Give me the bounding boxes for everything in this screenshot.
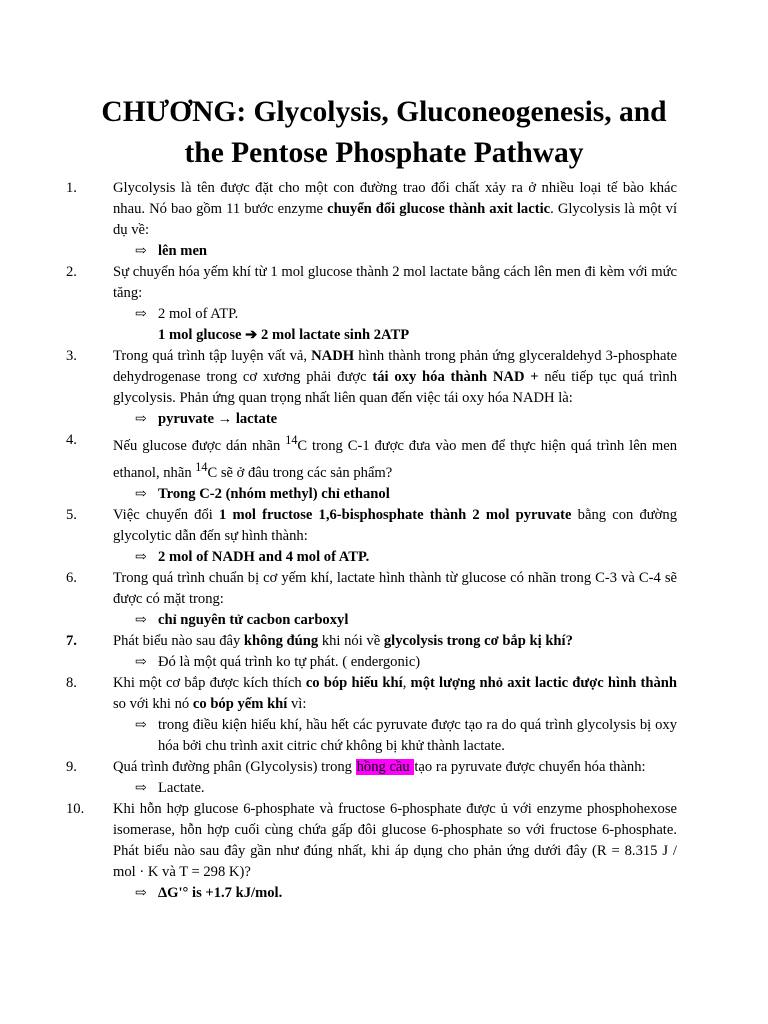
- question-text: Sự chuyển hóa yếm khí từ 1 mol glucose thành 2 mol lactate bằng cách lên men đi kèm với mức tăng:: [113, 264, 677, 301]
- question-list: [66, 178, 678, 904]
- answer-line: ⇨ 2 mol of ATP.: [113, 304, 677, 325]
- question-item-2: [66, 262, 677, 346]
- question-number: 3.: [66, 348, 77, 364]
- question-number: 9.: [66, 758, 77, 775]
- arrow-right-icon: ⇨: [135, 307, 147, 322]
- answer-line: ⇨ trong điều kiện hiếu khí, hầu hết các pyruvate được tạo ra do quá trình glycolysis bị oxy hóa bởi chu trình axit citric chứ không bị khử thành lactate.: [135, 716, 677, 754]
- title-line-2: the Pentose Phosphate Pathway: [184, 137, 584, 169]
- highlighted-text: hồng cầu: [356, 758, 414, 775]
- answer-line: ⇨ lên men: [113, 241, 677, 262]
- question-item-4: [66, 430, 677, 505]
- question-text: Glycolysis là tên được đặt cho một con đường trao đổi chất xảy ra ở nhiều loại tế bào khác nhau. Nó bao gồm 11 bước enzyme chuyển đổi glucose thành axit lactic. Glycolysis là một ví dụ về:: [113, 180, 678, 238]
- question-item-3: [66, 346, 678, 430]
- question-item-1: [66, 178, 678, 262]
- question-text: Khi một cơ bắp được kích thích co bóp hiếu khí, một lượng nhỏ axit lactic được hình thành so với khi nó co bóp yếm khí vì:: [113, 674, 677, 712]
- arrow-right-icon: ⇨: [135, 244, 147, 259]
- question-number: 7.: [66, 632, 77, 649]
- question-number: 10.: [66, 800, 85, 817]
- question-item-5: [66, 505, 677, 568]
- question-number: 2.: [66, 264, 77, 280]
- question-text: Việc chuyển đổi 1 mol fructose 1,6-bisphosphate thành 2 mol pyruvate bằng con đường glycolytic dẫn đến sự hình thành:: [113, 506, 677, 544]
- question-number: 6.: [66, 569, 77, 586]
- question-item-10: [66, 799, 677, 904]
- arrow-right-icon: ⇨: [135, 654, 147, 670]
- answer-line: ⇨ chỉ nguyên tử cacbon carboxyl: [113, 610, 677, 631]
- arrow-right-icon: ⇨: [135, 885, 147, 901]
- question-text: Khi hỗn hợp glucose 6-phosphate và fructose 6-phosphate được ủ với enzyme phosphohexose isomerase, hỗn hợp cuối cùng chứa gấp đôi glucose 6-phosphate so với fructose 6-phosphate. Phát biểu nào sau đây gần như đúng nhất, khi áp dụng cho phản ứng dưới đây (R = 8.315 J / mol · K và T = 298 K)?: [113, 800, 677, 880]
- arrow-right-icon: ⇨: [135, 612, 147, 628]
- question-item-7: [66, 631, 677, 673]
- question-text: Phát biểu nào sau đây không đúng khi nói về glycolysis trong cơ bắp kị khí?: [113, 632, 573, 649]
- arrow-right-icon: ⇨: [135, 549, 147, 565]
- page-title: [0, 92, 768, 174]
- title-line-1: CHƯƠNG: Glycolysis, Gluconeogenesis, and: [101, 96, 667, 128]
- question-text: Trong quá trình chuẩn bị cơ yếm khí, lactate hình thành từ glucose có nhãn trong C-3 và C-4 sẽ được có mặt trong:: [113, 569, 677, 607]
- question-number: 8.: [66, 674, 77, 691]
- question-item-9: [66, 757, 677, 799]
- question-text: Quá trình đường phân (Glycolysis) trong hồng cầu tạo ra pyruvate được chuyển hóa thành:: [113, 758, 646, 775]
- arrow-right-icon: ⇨: [135, 717, 147, 733]
- question-item-8: [66, 673, 677, 757]
- answer-line: ⇨ pyruvate → lactate: [113, 409, 677, 430]
- question-number: 4.: [66, 432, 77, 448]
- arrow-right-icon: ⇨: [135, 486, 147, 502]
- question-text: Nếu glucose được dán nhãn $^{14}$C trong C-1 được đưa vào men để thực hiện quá trình lên men ethanol, nhãn $^{14}$C sẽ ở đâu trong các sản phẩm?: [113, 433, 677, 481]
- answer-note: 1 mol glucose ➔ 2 mol lactate sinh 2ATP: [158, 327, 410, 343]
- question-number: 1.: [66, 180, 77, 196]
- question-item-6: [66, 568, 677, 631]
- answer-line: ⇨ Đó là một quá trình ko tự phát. ( endergonic): [113, 652, 677, 673]
- answer-line: ⇨ Lactate.: [113, 778, 677, 799]
- answer-line: ⇨ 2 mol of NADH and 4 mol of ATP.: [113, 547, 677, 568]
- arrow-right-icon: ⇨: [135, 412, 147, 427]
- answer-line: ⇨ ΔG'° is +1.7 kJ/mol.: [113, 883, 677, 904]
- answer-line: ⇨ Trong C-2 (nhóm methyl) chỉ ethanol: [113, 484, 677, 505]
- arrow-right-icon: ⇨: [135, 780, 147, 796]
- question-number: 5.: [66, 506, 77, 523]
- question-text: Trong quá trình tập luyện vất vả, NADH hình thành trong phản ứng glyceraldehyd 3-phosphate dehydrogenase trong cơ xương phải được tái oxy hóa thành NAD + nếu tiếp tục quá trình glycolysis. Phản ứng quan trọng nhất liên quan đến việc tái oxy hóa NADH là:: [113, 348, 678, 406]
